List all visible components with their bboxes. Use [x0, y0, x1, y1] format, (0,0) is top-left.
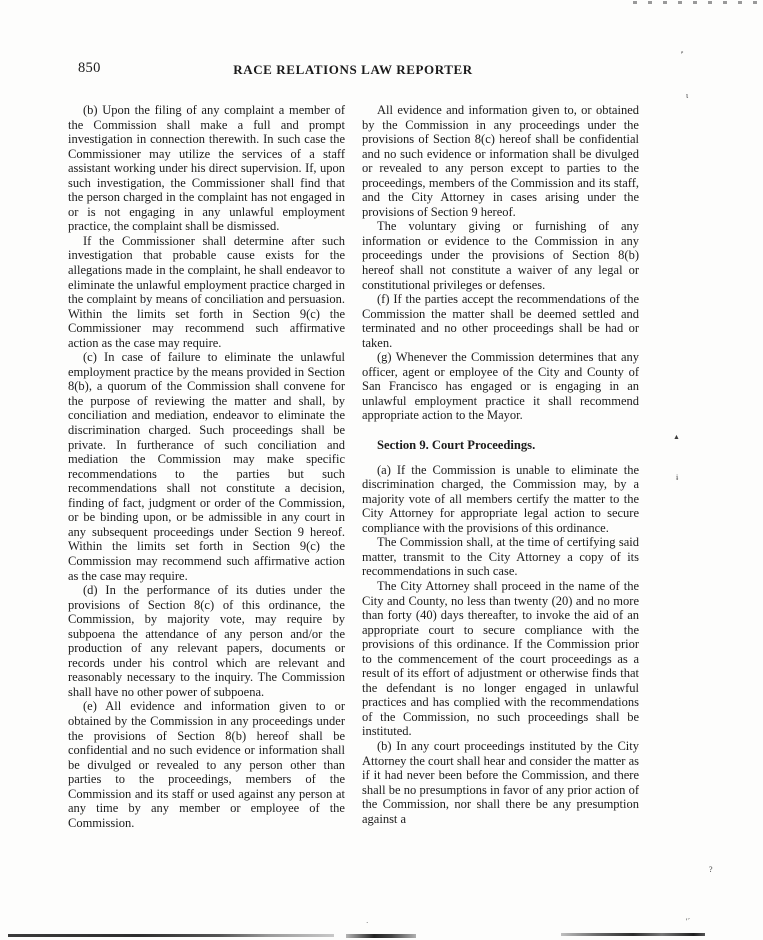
paragraph-8b: (b) Upon the filing of any complaint a member of the Commission shall make a full and prompt investigation in connection therewith. In such case the Commissioner may utilize the services of a staff assistant working under his direct supervision. If, upon such investigation, the Commissioner shall find that the person charged in the complaint has not engaged in or is not engaging in any unlawful employment practice, the complaint shall be dismissed.	[68, 103, 345, 234]
paragraph-9a: (a) If the Commission is unable to eliminate the discrimination charged, the Commission may, by a majority vote of all members certify the matter to the City Attorney for appropriate legal action to secure compliance with the provisions of this ordinance.	[362, 462, 639, 535]
scan-artifact-speck: ɨ	[676, 473, 679, 482]
scan-artifact-bottom-streak	[346, 934, 416, 938]
paragraph-commissioner-determination: If the Commissioner shall determine after such investigation that probable cause exists for the allegations made in the complaint, he shall endeavor to eliminate the unlawful employment practice charged in the complaint by means of conciliation and persuasion. Within the limits set forth in Section 9(c) the Commissioner may recommend such affirmative action as the case may require.	[68, 233, 345, 350]
scan-artifact-top-dashes	[633, 1, 763, 4]
paragraph-8d: (d) In the performance of its duties under the provisions of Section 8(c) of this ordinance, the Commission, by majority vote, may require by subpoena the attendance of any person and/or the production of any relevant papers, documents or records under his control which are relevant and reasonably necessary to the inquiry. The Commission shall have no other power of subpoena.	[68, 583, 345, 699]
scan-artifact-bottom-streak	[8, 934, 334, 937]
paragraph-commission-transmit: The Commission shall, at the time of certifying said matter, transmit to the City Attorney a copy of its recommendations in such case.	[362, 535, 639, 579]
paragraph-8g: (g) Whenever the Commission determines that any officer, agent or employee of the City and County of San Francisco has engaged or is engaging in an unlawful employment practice it shall recommend appropriate action to the Mayor.	[362, 350, 639, 423]
paragraph-8c: (c) In case of failure to eliminate the unlawful employment practice by the means provided in Section 8(b), a quorum of the Commission shall convene for the purpose of reviewing the matter and shall, by conciliation and mediation, endeavor to eliminate the discrimination charged. Such proceedings shall be private. In furtherance of such conciliation and mediation the Commission may make specific recommendations to the parties but such recommendations shall not constitute a decision, finding of fact, judgment or order of the Commission, or be binding upon, or be admissible in any court in any subsequent proceedings under Section 9 hereof. Within the limits set forth in Section 9(c) the Commission may recommend such affirmative action as the case may require.	[68, 350, 345, 583]
paragraph-evidence-confidential: All evidence and information given to, or obtained by the Commission in any proceedings under the provisions of Section 8(c) hereof shall be confidential and no such evidence or information shall be divulged or revealed to any person except to parties to the proceedings, members of the Commission and its staff, and the City Attorney in cases arising under the provisions of Section 9 hereof.	[362, 103, 639, 219]
section-9-heading: Section 9. Court Proceedings.	[377, 438, 536, 453]
scan-artifact-speck: ɩ	[686, 91, 689, 100]
left-column	[68, 103, 345, 830]
scan-artifact-speck: '̇	[681, 50, 683, 60]
scan-artifact-bottom-streak	[561, 933, 705, 936]
paragraph-8f: (f) If the parties accept the recommendations of the Commission the matter shall be deemed settled and terminated and no other proceedings shall be had or taken.	[362, 292, 639, 350]
paragraph-9b: (b) In any court proceedings instituted by the City Attorney the court shall hear and consider the matter as if it had never been before the Commission, and there shall be no presumptions in favor of any prior action of the Commission, nor shall there be any presumption against a	[362, 738, 639, 826]
paragraph-city-attorney-proceed: The City Attorney shall proceed in the name of the City and County, no less than twenty (20) and no more than forty (40) days thereafter, to invoke the aid of an appropriate court to secure compliance with the provisions of this ordinance. If the Commission prior to the commencement of the court proceedings as a result of its effort of adjustment or otherwise finds that the defendant is no longer engaged in unlawful practices and has complied with the recommendations of the Commission, no such proceedings shall be instituted.	[362, 578, 639, 739]
paragraph-8e: (e) All evidence and information given to or obtained by the Commission in any proceedings under the provisions of Section 8(b) hereof shall be confidential and no such evidence or information shall be divulged or revealed to any person other than parties to the proceedings, members of the Commission and its staff or used against any person at any time by any member or employee of the Commission.	[68, 699, 345, 830]
page-number: 850	[78, 60, 101, 76]
scan-artifact-speck: '´	[686, 917, 691, 926]
right-column	[362, 103, 639, 826]
scan-artifact-speck: ?	[709, 865, 713, 874]
scan-artifact-speck: ·	[366, 919, 369, 927]
scan-artifact-speck: ▲	[673, 433, 680, 441]
page-title: RACE RELATIONS LAW REPORTER	[233, 62, 473, 77]
paragraph-voluntary-giving: The voluntary giving or furnishing of any information or evidence to the Commission in any proceedings under the provisions of Section 8(b) hereof shall not constitute a waiver of any legal or constitutional privileges or defenses.	[362, 219, 639, 292]
